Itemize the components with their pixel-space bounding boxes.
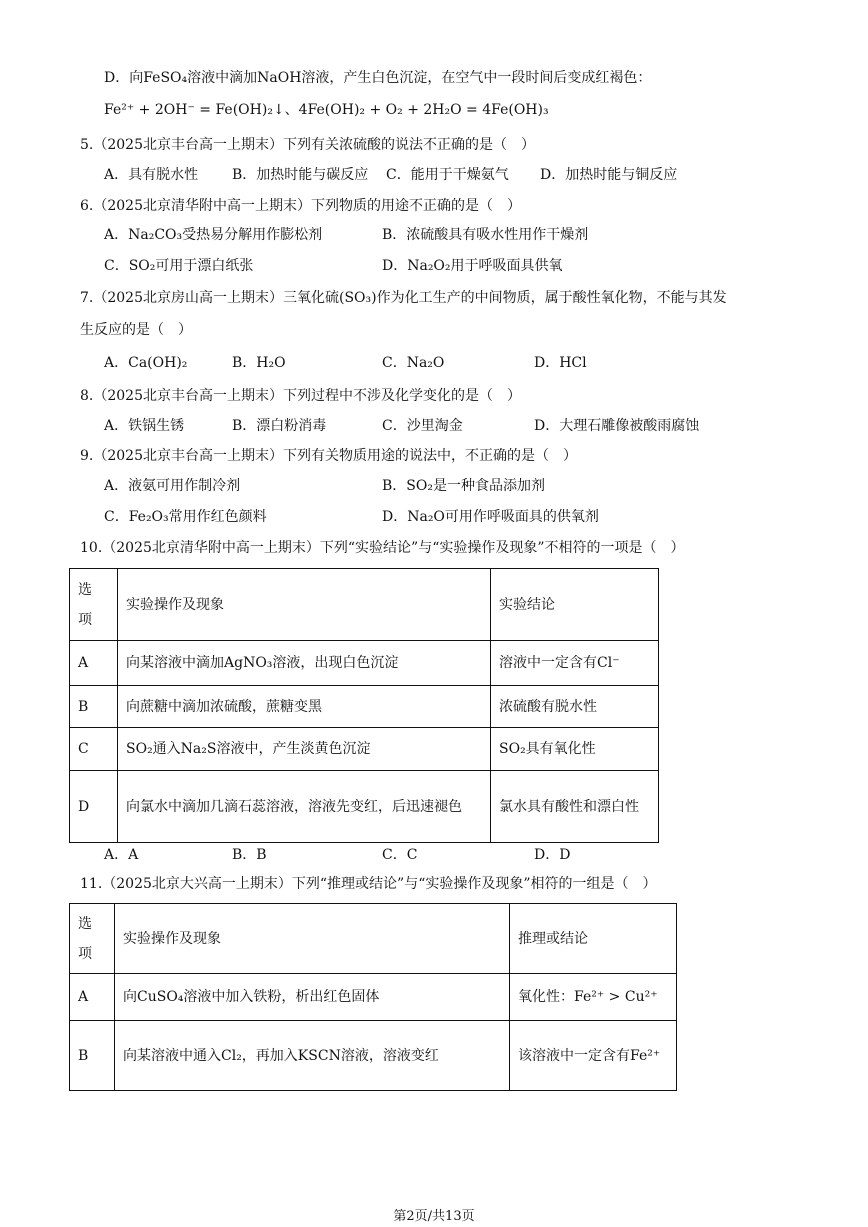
q11-stem: 11.（2025北京大兴高一上期末）下列“推理或结论”与“实验操作及现象”相符的一组是（ ） xyxy=(80,876,657,892)
q10-option-c: C．C xyxy=(382,847,418,863)
table-header-option: 选 项 xyxy=(70,904,115,974)
row-procedure: SO₂通入Na₂S溶液中，产生淡黄色沉淀 xyxy=(118,728,491,771)
q7-stem-cont: 生反应的是（ ） xyxy=(80,322,192,338)
row-conclusion: 该溶液中一定含有Fe²⁺ xyxy=(510,1021,677,1091)
q5-option-d: D．加热时能与铜反应 xyxy=(540,167,678,183)
q11-table xyxy=(69,903,677,1091)
q4-option-d: D．向FeSO₄溶液中滴加NaOH溶液，产生白色沉淀，在空气中一段时间后变成红褐色： xyxy=(104,70,652,86)
row-procedure: 向蔗糖中滴加浓硫酸，蔗糖变黑 xyxy=(118,686,491,728)
q8-option-b: B．漂白粉消毒 xyxy=(232,418,327,434)
q10-option-b: B．B xyxy=(232,847,267,863)
q4-equation: Fe²⁺ + 2OH⁻ = Fe(OH)₂↓、4Fe(OH)₂ + O₂ + 2H₂O = 4Fe(OH)₃ xyxy=(104,102,549,118)
table-row xyxy=(70,974,677,1021)
q5-option-b: B．加热时能与碳反应 xyxy=(232,167,369,183)
q10-option-a: A．A xyxy=(104,847,139,863)
q9-option-d: D．Na₂O可用作呼吸面具的供氧剂 xyxy=(382,509,599,525)
table-row xyxy=(70,641,659,686)
q7-option-a: A．Ca(OH)₂ xyxy=(104,355,188,371)
q9-option-a: A．液氨可用作制冷剂 xyxy=(104,478,241,494)
page-number: 第2页/共13页 xyxy=(393,1209,475,1224)
row-conclusion: 氯水具有酸性和漂白性 xyxy=(491,771,659,843)
q8-option-c: C．沙里淘金 xyxy=(382,418,463,434)
q7-stem: 7.（2025北京房山高一上期末）三氧化硫(SO₃)作为化工生产的中间物质，属于酸性氧化物，不能与其发 xyxy=(80,290,727,306)
q7-option-c: C．Na₂O xyxy=(382,355,445,371)
q5-stem: 5.（2025北京丰台高一上期末）下列有关浓硫酸的说法不正确的是（ ） xyxy=(80,137,535,153)
table-row xyxy=(70,771,659,843)
row-option: C xyxy=(70,728,118,771)
row-option: B xyxy=(70,1021,115,1091)
row-conclusion: 溶液中一定含有Cl⁻ xyxy=(491,641,659,686)
q9-option-c: C．Fe₂O₃常用作红色颜料 xyxy=(104,509,267,525)
q8-option-a: A．铁锅生锈 xyxy=(104,418,185,434)
row-option: A xyxy=(70,974,115,1021)
row-option: D xyxy=(70,771,118,843)
q7-option-d: D．HCl xyxy=(534,355,587,371)
table-header-option: 选 项 xyxy=(70,569,118,641)
table-header-row xyxy=(70,904,677,974)
q10-table xyxy=(69,568,659,843)
row-procedure: 向某溶液中滴加AgNO₃溶液，出现白色沉淀 xyxy=(118,641,491,686)
q5-option-c: C．能用于干燥氨气 xyxy=(386,167,509,183)
row-option: A xyxy=(70,641,118,686)
table-header-conclusion: 实验结论 xyxy=(491,569,659,641)
q9-option-b: B．SO₂是一种食品添加剂 xyxy=(382,478,545,494)
table-row xyxy=(70,728,659,771)
q6-option-b: B．浓硫酸具有吸水性用作干燥剂 xyxy=(382,227,589,243)
row-procedure: 向CuSO₄溶液中加入铁粉，析出红色固体 xyxy=(115,974,510,1021)
q6-option-a: A．Na₂CO₃受热易分解用作膨松剂 xyxy=(104,227,323,243)
row-procedure: 向某溶液中通入Cl₂，再加入KSCN溶液，溶液变红 xyxy=(115,1021,510,1091)
q6-stem: 6.（2025北京清华附中高一上期末）下列物质的用途不正确的是（ ） xyxy=(80,198,521,214)
q5-option-a: A．具有脱水性 xyxy=(104,167,199,183)
table-row xyxy=(70,686,659,728)
q8-stem: 8.（2025北京丰台高一上期末）下列过程中不涉及化学变化的是（ ） xyxy=(80,388,521,404)
table-header-procedure: 实验操作及现象 xyxy=(118,569,491,641)
table-header-conclusion: 推理或结论 xyxy=(510,904,677,974)
q8-option-d: D．大理石雕像被酸雨腐蚀 xyxy=(534,418,700,434)
row-option: B xyxy=(70,686,118,728)
table-header-row xyxy=(70,569,659,641)
table-row xyxy=(70,1021,677,1091)
table-header-procedure: 实验操作及现象 xyxy=(115,904,510,974)
row-conclusion: 氧化性：Fe²⁺ > Cu²⁺ xyxy=(510,974,677,1021)
row-procedure: 向氯水中滴加几滴石蕊溶液，溶液先变红，后迅速褪色 xyxy=(118,771,491,843)
row-conclusion: 浓硫酸有脱水性 xyxy=(491,686,659,728)
q6-option-c: C．SO₂可用于漂白纸张 xyxy=(104,258,254,274)
q10-stem: 10.（2025北京清华附中高一上期末）下列“实验结论”与“实验操作及现象”不相符的一项是（ ） xyxy=(80,540,685,556)
q7-option-b: B．H₂O xyxy=(232,355,286,371)
q10-option-d: D．D xyxy=(534,847,571,863)
q9-stem: 9.（2025北京丰台高一上期末）下列有关物质用途的说法中，不正确的是（ ） xyxy=(80,448,577,464)
row-conclusion: SO₂具有氧化性 xyxy=(491,728,659,771)
q6-option-d: D．Na₂O₂用于呼吸面具供氧 xyxy=(382,258,563,274)
